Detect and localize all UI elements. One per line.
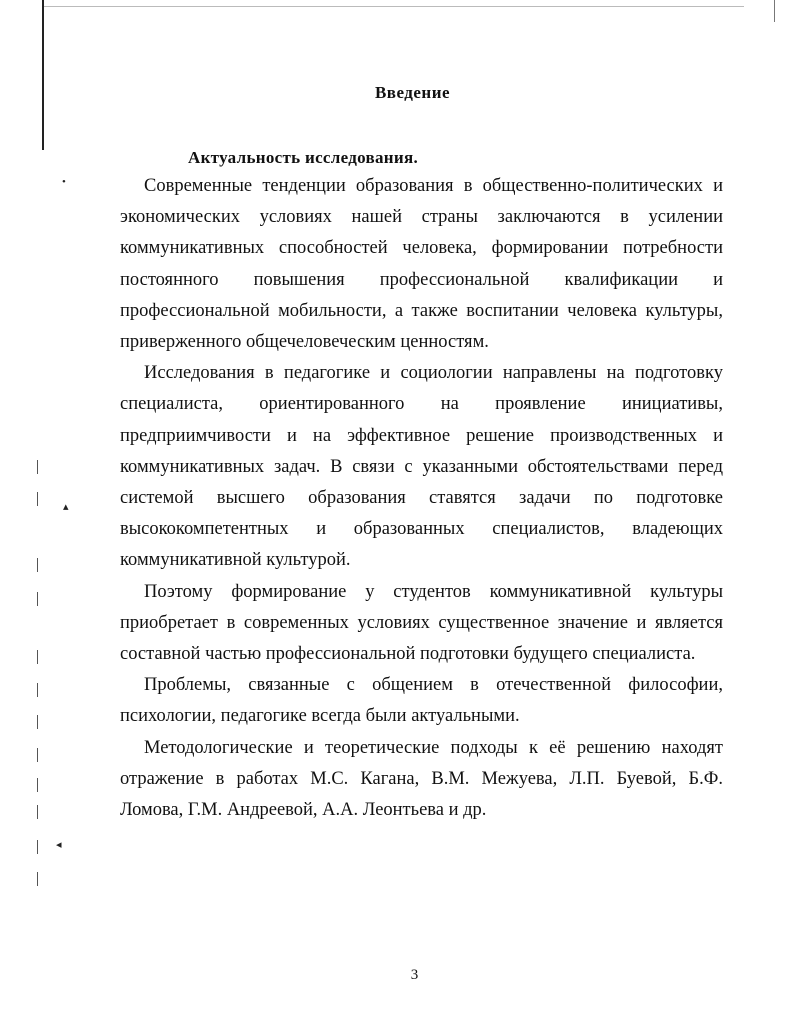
scan-speck: ▴ (63, 501, 69, 513)
scan-margin-tick (37, 715, 38, 729)
paragraph: Современные тенденции образования в общественно-политических и экономических условиях нашей страны заключаются в усилении коммуникативных способностей человека, формировании потребности постоянного повышения профессиональной квалификации и профессиональной мобильности, а также воспитании человека культуры, приверженного общечеловеческим ценностям. (120, 176, 723, 353)
scan-margin-tick (37, 748, 38, 762)
scan-margin-tick (37, 683, 38, 697)
scan-margin-tick (37, 778, 38, 792)
paragraph: Проблемы, связанные с общением в отечественной философии, психологии, педагогике всегда были актуальными. (120, 675, 723, 727)
body-text (120, 171, 723, 826)
section-subheading: Актуальность исследования. (188, 148, 419, 167)
paragraph: Поэтому формирование у студентов коммуникативной культуры приобретает в современных условиях существенное значение и является составной частью профессиональной подготовки будущего специалиста. (120, 581, 723, 665)
scan-right-mark (774, 0, 775, 22)
paragraph: Методологические и теоретические подходы к её решению находят отражение в работах М.С. Кагана, В.М. Межуева, Л.П. Буевой, Б.Ф. Ломова, Г.М. Андреевой, А.А. Леонтьева и др. (120, 737, 723, 821)
scan-margin-tick (37, 558, 38, 572)
scan-margin-tick (37, 650, 38, 664)
page-heading: Введение (374, 83, 451, 102)
page-number: 3 (410, 967, 419, 983)
scan-left-edge (42, 0, 44, 150)
scan-margin-tick (37, 460, 38, 474)
scan-margin-tick (37, 492, 38, 506)
scan-speck: ◂ (56, 839, 62, 851)
scan-speck: • (62, 176, 66, 188)
scan-margin-tick (37, 872, 38, 886)
paragraph: Исследования в педагогике и социологии направлены на подготовку специалиста, ориентированного на проявление инициативы, предприимчивости и на эффективное решение производственных и коммуникативных задач. В связи с указанными обстоятельствами перед системой высшего образования ставятся задачи по подготовке высококомпетентных и образованных специалистов, владеющих коммуникативной культурой. (120, 363, 723, 571)
scan-top-line (44, 6, 744, 7)
scan-margin-tick (37, 592, 38, 606)
scan-margin-tick (37, 840, 38, 854)
scan-margin-tick (37, 805, 38, 819)
